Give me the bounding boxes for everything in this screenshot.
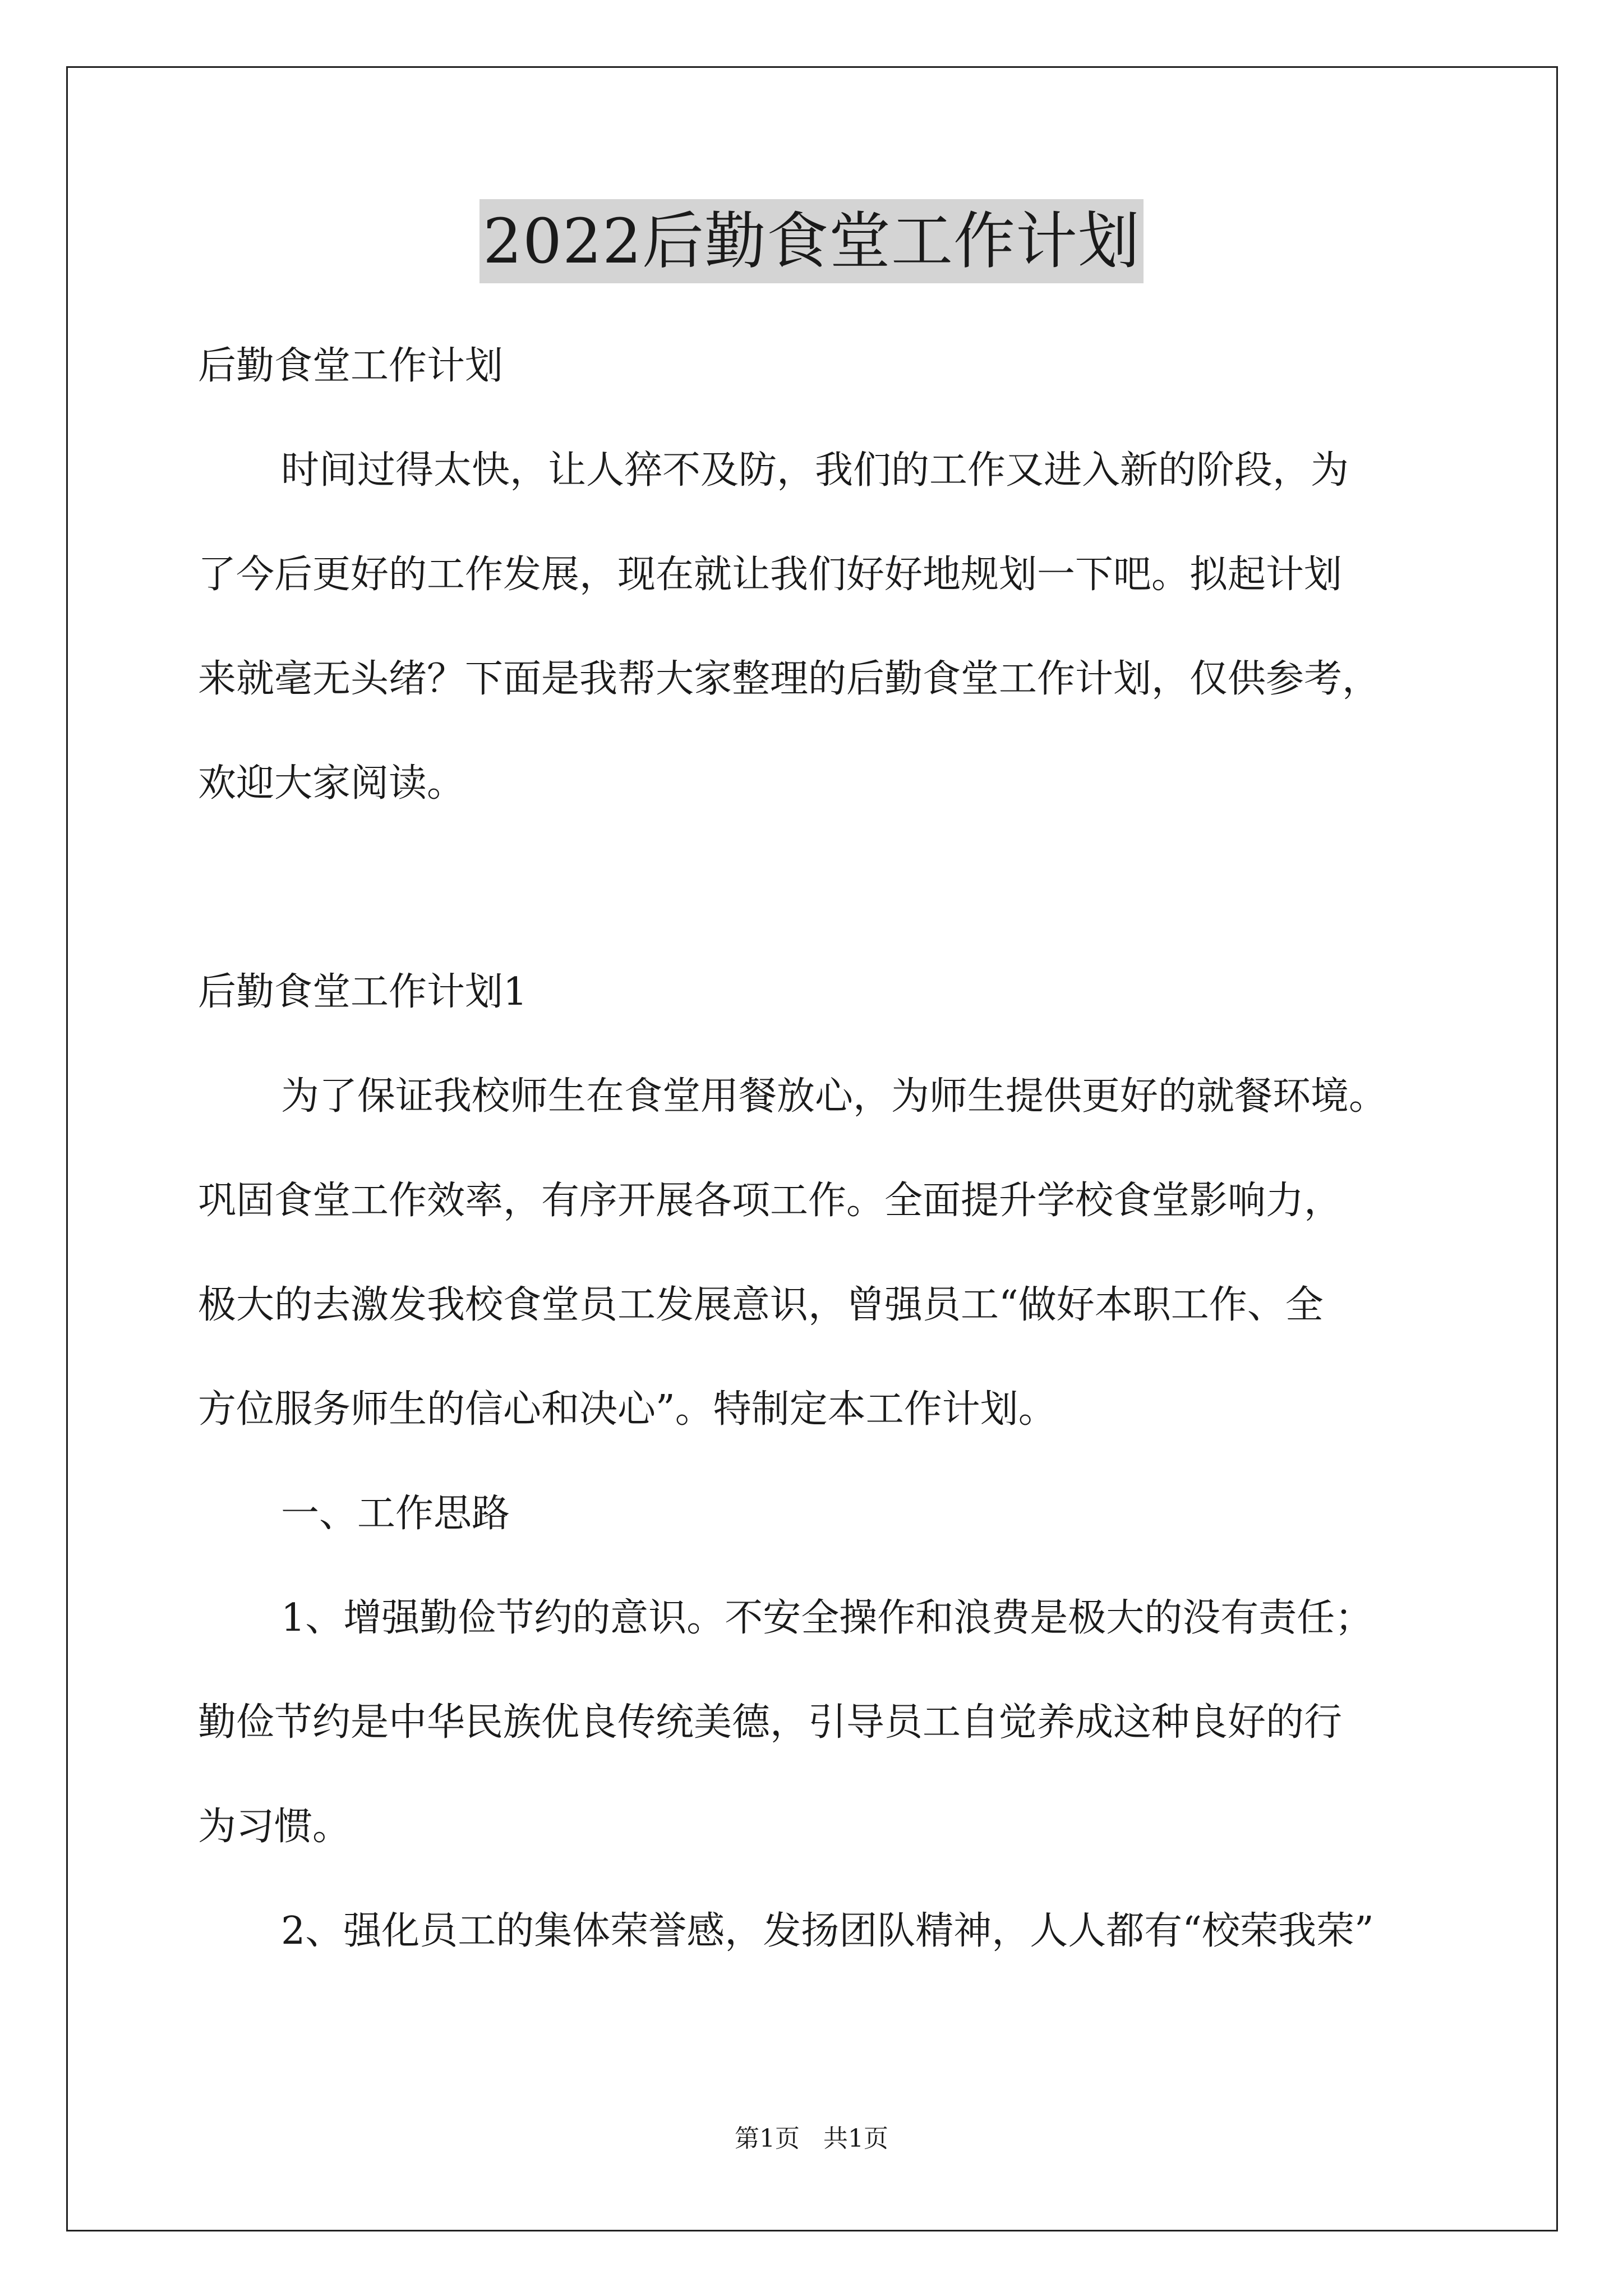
current-page-label: 第1页 bbox=[735, 2124, 800, 2153]
document-title: 2022后勤食堂工作计划 bbox=[479, 199, 1144, 283]
body-line: 为了保证我校师生在食堂用餐放心，为师生提供更好的就餐环境。 bbox=[281, 1074, 1387, 1119]
body-line: 时间过得太快，让人猝不及防，我们的工作又进入新的阶段，为 bbox=[281, 448, 1349, 493]
document-body bbox=[198, 314, 1437, 1984]
body-line: 来就毫无头绪？下面是我帮大家整理的后勤食堂工作计划，仅供参考， bbox=[198, 657, 1381, 701]
body-line: 后勤食堂工作计划 bbox=[198, 344, 504, 388]
body-line: 2、强化员工的集体荣誉感，发扬团队精神，人人都有“校荣我荣” bbox=[281, 1909, 1374, 1953]
section-heading: 后勤食堂工作计划1 bbox=[198, 970, 528, 1014]
body-line: 极大的去激发我校食堂员工发展意识，曾强员工“做好本职工作、全 bbox=[198, 1283, 1324, 1327]
total-pages-label: 共1页 bbox=[823, 2124, 888, 2153]
body-line: 为习惯。 bbox=[198, 1805, 351, 1849]
body-line: 方位服务师生的信心和决心”。特制定本工作计划。 bbox=[198, 1387, 1057, 1432]
body-line: 欢迎大家阅读。 bbox=[198, 761, 465, 806]
body-line: 巩固食堂工作效率，有序开展各项工作。全面提升学校食堂影响力， bbox=[198, 1179, 1343, 1223]
subsection-heading: 一、工作思路 bbox=[281, 1492, 510, 1536]
title-container bbox=[0, 199, 1623, 283]
body-line: 勤俭节约是中华民族优良传统美德，引导员工自觉养成这种良好的行 bbox=[198, 1700, 1343, 1745]
body-line: 了今后更好的工作发展，现在就让我们好好地规划一下吧。拟起计划 bbox=[198, 553, 1343, 597]
blank-line bbox=[198, 836, 1437, 940]
body-line: 1、增强勤俭节约的意识。不安全操作和浪费是极大的没有责任； bbox=[281, 1596, 1373, 1640]
page-footer bbox=[0, 2122, 1623, 2156]
